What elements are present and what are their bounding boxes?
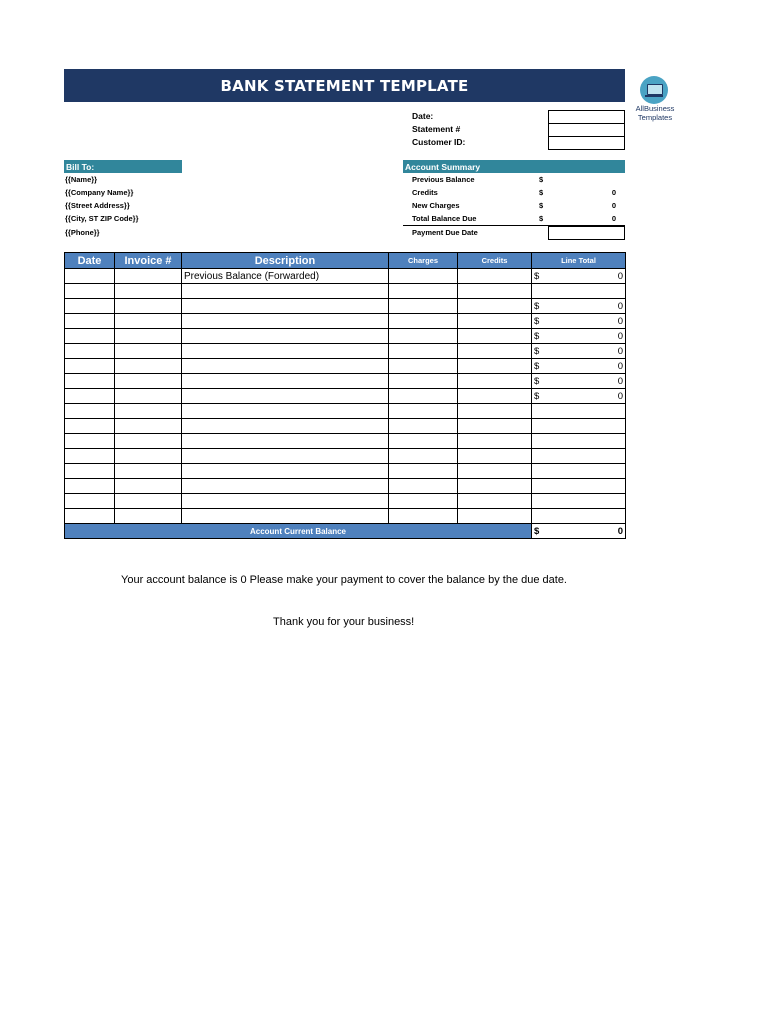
line-total-cell[interactable] <box>532 449 626 464</box>
statement-number-label: Statement # <box>412 124 461 134</box>
table-row <box>65 284 626 299</box>
date-cell[interactable] <box>65 464 115 479</box>
charges-cell[interactable] <box>389 509 458 524</box>
credits-cell[interactable] <box>458 284 532 299</box>
charges-cell[interactable] <box>389 449 458 464</box>
invoice-cell[interactable] <box>115 479 182 494</box>
line-total-amount: 0 <box>617 300 623 312</box>
line-total-currency: $ <box>534 330 540 342</box>
description-cell[interactable] <box>182 374 389 389</box>
line-total-currency: $ <box>534 270 540 282</box>
credits-cell[interactable] <box>458 359 532 374</box>
summary-previous-balance-label: Previous Balance <box>412 175 475 184</box>
statement-number-field[interactable] <box>548 123 625 137</box>
credits-cell[interactable] <box>458 329 532 344</box>
date-cell[interactable] <box>65 479 115 494</box>
charges-cell[interactable] <box>389 284 458 299</box>
charges-cell[interactable] <box>389 344 458 359</box>
table-row <box>65 449 626 464</box>
line-total-amount: 0 <box>617 360 623 372</box>
date-cell[interactable] <box>65 314 115 329</box>
charges-cell[interactable] <box>389 404 458 419</box>
date-cell[interactable] <box>65 449 115 464</box>
bill-to-heading: Bill To: <box>64 160 182 173</box>
credits-cell[interactable] <box>458 374 532 389</box>
date-label: Date: <box>412 111 434 121</box>
line-total-cell[interactable] <box>532 479 626 494</box>
summary-previous-balance-currency: $ <box>539 175 544 184</box>
date-cell[interactable] <box>65 359 115 374</box>
line-total-cell[interactable] <box>532 299 626 314</box>
line-total-cell[interactable] <box>532 434 626 449</box>
credits-cell[interactable] <box>458 464 532 479</box>
description-cell[interactable] <box>182 509 389 524</box>
date-cell[interactable] <box>65 404 115 419</box>
column-header-description: Description <box>182 253 389 269</box>
invoice-cell[interactable] <box>115 359 182 374</box>
table-row <box>65 479 626 494</box>
line-total-currency: $ <box>534 345 540 357</box>
description-cell[interactable] <box>182 404 389 419</box>
logo-line-2: Templates <box>637 113 673 122</box>
description-cell[interactable] <box>182 389 389 404</box>
charges-cell[interactable] <box>389 479 458 494</box>
credits-cell[interactable] <box>458 434 532 449</box>
date-cell[interactable] <box>65 269 115 284</box>
payment-due-date-label: Payment Due Date <box>412 228 478 237</box>
column-header-line-total: Line Total <box>532 253 626 269</box>
line-total-currency: $ <box>534 360 540 372</box>
statement-table <box>64 252 626 539</box>
date-cell[interactable] <box>65 389 115 404</box>
invoice-cell[interactable] <box>115 434 182 449</box>
line-total-cell[interactable] <box>532 404 626 419</box>
description-cell[interactable] <box>182 329 389 344</box>
invoice-cell[interactable] <box>115 404 182 419</box>
date-cell[interactable] <box>65 434 115 449</box>
line-total-cell[interactable] <box>532 329 626 344</box>
column-header-invoice: Invoice # <box>115 253 182 269</box>
line-total-amount: 0 <box>617 375 623 387</box>
date-cell[interactable] <box>65 509 115 524</box>
description-cell[interactable] <box>182 359 389 374</box>
date-field[interactable] <box>548 110 625 124</box>
account-balance-row <box>65 524 626 539</box>
balance-currency: $ <box>534 525 540 537</box>
description-cell[interactable] <box>182 494 389 509</box>
description-cell[interactable] <box>182 449 389 464</box>
charges-cell[interactable] <box>389 359 458 374</box>
balance-note: Your account balance is 0 Please make your payment to cover the balance by the due date. <box>121 574 567 586</box>
description-cell[interactable] <box>182 434 389 449</box>
description-cell[interactable] <box>182 344 389 359</box>
description-cell[interactable] <box>182 299 389 314</box>
customer-id-label: Customer ID: <box>412 137 466 147</box>
line-total-amount: 0 <box>617 270 623 282</box>
invoice-cell[interactable] <box>115 419 182 434</box>
description-cell[interactable] <box>182 284 389 299</box>
description-cell[interactable]: Previous Balance (Forwarded) <box>182 269 389 284</box>
table-row <box>65 464 626 479</box>
line-total-amount: 0 <box>617 345 623 357</box>
invoice-cell[interactable] <box>115 329 182 344</box>
date-cell[interactable] <box>65 419 115 434</box>
credits-cell[interactable] <box>458 314 532 329</box>
date-cell[interactable] <box>65 494 115 509</box>
table-row <box>65 419 626 434</box>
table-row <box>65 494 626 509</box>
column-header-credits: Credits <box>458 253 532 269</box>
bill-to-street[interactable]: {{Street Address}} <box>65 201 130 210</box>
line-total-cell[interactable] <box>532 389 626 404</box>
summary-credits-label: Credits <box>412 188 438 197</box>
description-cell[interactable] <box>182 314 389 329</box>
table-row <box>65 404 626 419</box>
account-summary-heading: Account Summary <box>403 160 625 173</box>
date-cell[interactable] <box>65 284 115 299</box>
line-total-cell[interactable] <box>532 269 626 284</box>
summary-total-due-label: Total Balance Due <box>412 214 477 223</box>
payment-due-date-field[interactable] <box>548 226 625 240</box>
invoice-cell[interactable] <box>115 299 182 314</box>
bill-to-name[interactable]: {{Name}} <box>65 175 98 184</box>
credits-cell[interactable] <box>458 494 532 509</box>
line-total-cell[interactable] <box>532 284 626 299</box>
table-row <box>65 314 626 329</box>
invoice-cell[interactable] <box>115 269 182 284</box>
date-cell[interactable] <box>65 344 115 359</box>
invoice-cell[interactable] <box>115 509 182 524</box>
bill-to-company[interactable]: {{Company Name}} <box>65 188 134 197</box>
credits-cell[interactable] <box>458 479 532 494</box>
description-cell[interactable] <box>182 479 389 494</box>
table-row <box>65 509 626 524</box>
credits-cell[interactable] <box>458 269 532 284</box>
summary-credits-value: 0 <box>611 188 616 197</box>
charges-cell[interactable] <box>389 329 458 344</box>
credits-cell[interactable] <box>458 344 532 359</box>
account-current-balance-value <box>532 524 626 539</box>
table-row <box>65 269 626 284</box>
date-cell[interactable] <box>65 299 115 314</box>
logo-line-1: AllBusiness <box>635 104 675 113</box>
summary-credits-currency: $ <box>539 188 544 197</box>
charges-cell[interactable] <box>389 434 458 449</box>
line-total-cell[interactable] <box>532 359 626 374</box>
line-total-cell[interactable] <box>532 509 626 524</box>
credits-cell[interactable] <box>458 389 532 404</box>
credits-cell[interactable] <box>458 419 532 434</box>
table-header-row <box>65 253 626 269</box>
balance-amount: 0 <box>617 525 623 537</box>
line-total-cell[interactable] <box>532 419 626 434</box>
invoice-cell[interactable] <box>115 494 182 509</box>
table-row <box>65 434 626 449</box>
table-row <box>65 374 626 389</box>
summary-total-due-currency: $ <box>539 214 544 223</box>
date-cell[interactable] <box>65 374 115 389</box>
table-row <box>65 359 626 374</box>
invoice-cell[interactable] <box>115 374 182 389</box>
summary-new-charges-value: 0 <box>611 201 616 210</box>
line-total-currency: $ <box>534 390 540 402</box>
description-cell[interactable] <box>182 464 389 479</box>
summary-new-charges-currency: $ <box>539 201 544 210</box>
invoice-cell[interactable] <box>115 464 182 479</box>
invoice-cell[interactable] <box>115 314 182 329</box>
line-total-cell[interactable] <box>532 344 626 359</box>
thank-you-note: Thank you for your business! <box>273 616 415 628</box>
invoice-cell[interactable] <box>115 389 182 404</box>
laptop-logo-icon <box>640 76 668 104</box>
summary-total-due-value: 0 <box>611 214 616 223</box>
line-total-cell[interactable] <box>532 464 626 479</box>
column-header-charges: Charges <box>389 253 458 269</box>
account-current-balance-label: Account Current Balance <box>65 524 532 539</box>
line-total-cell[interactable] <box>532 494 626 509</box>
line-total-cell[interactable] <box>532 314 626 329</box>
line-total-amount: 0 <box>617 390 623 402</box>
bill-to-city[interactable]: {{City, ST ZIP Code}} <box>65 214 139 223</box>
credits-cell[interactable] <box>458 449 532 464</box>
line-total-amount: 0 <box>617 330 623 342</box>
invoice-cell[interactable] <box>115 344 182 359</box>
charges-cell[interactable] <box>389 419 458 434</box>
customer-id-field[interactable] <box>548 136 625 150</box>
line-total-currency: $ <box>534 375 540 387</box>
charges-cell[interactable] <box>389 494 458 509</box>
table-row <box>65 344 626 359</box>
charges-cell[interactable] <box>389 374 458 389</box>
logo-text <box>628 104 682 122</box>
table-row <box>65 329 626 344</box>
charges-cell[interactable] <box>389 314 458 329</box>
charges-cell[interactable] <box>389 389 458 404</box>
credits-cell[interactable] <box>458 299 532 314</box>
date-cell[interactable] <box>65 329 115 344</box>
credits-cell[interactable] <box>458 509 532 524</box>
charges-cell[interactable] <box>389 269 458 284</box>
credits-cell[interactable] <box>458 404 532 419</box>
charges-cell[interactable] <box>389 299 458 314</box>
summary-new-charges-label: New Charges <box>412 201 460 210</box>
column-header-date: Date <box>65 253 115 269</box>
line-total-amount: 0 <box>617 315 623 327</box>
invoice-cell[interactable] <box>115 284 182 299</box>
table-row <box>65 389 626 404</box>
invoice-cell[interactable] <box>115 449 182 464</box>
bill-to-phone[interactable]: {{Phone}} <box>65 228 100 237</box>
table-row <box>65 299 626 314</box>
description-cell[interactable] <box>182 419 389 434</box>
statement-title: BANK STATEMENT TEMPLATE <box>64 69 625 102</box>
charges-cell[interactable] <box>389 464 458 479</box>
line-total-cell[interactable] <box>532 374 626 389</box>
line-total-currency: $ <box>534 300 540 312</box>
line-total-currency: $ <box>534 315 540 327</box>
